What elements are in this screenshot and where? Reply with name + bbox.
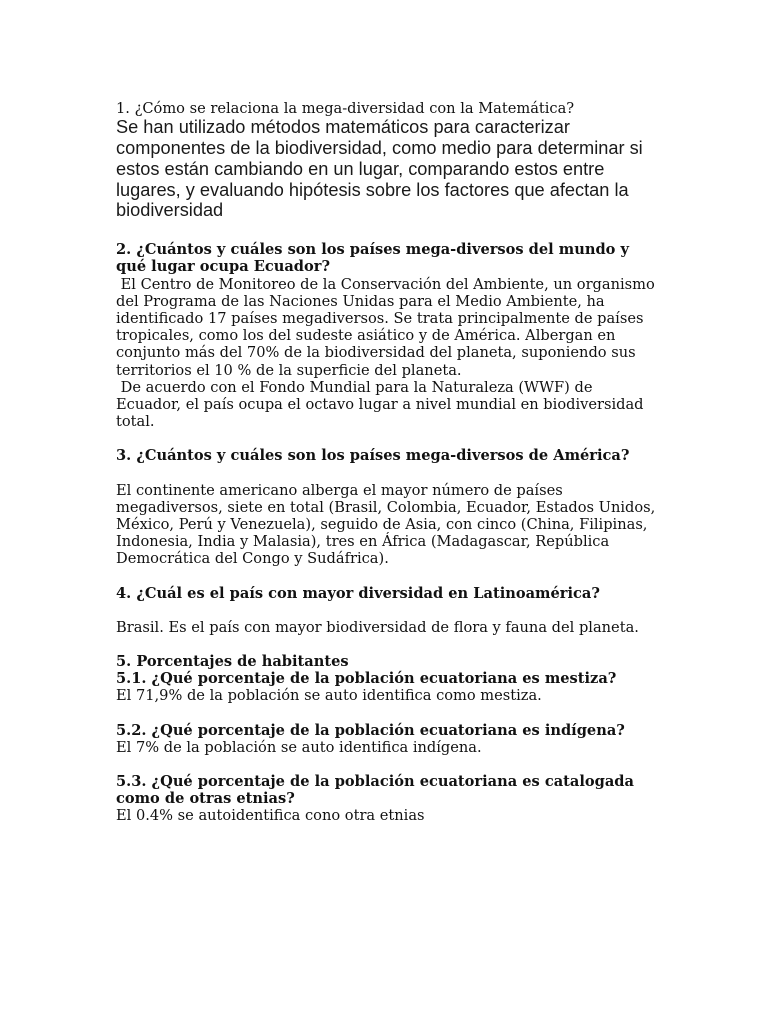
answer-3: El continente americano alberga el mayor número de países megadiversos, siete en total (Brasil, Colombia, Ecuador, Estados Unidos, México, Perú y Venezuela), seguido de Asia, con cinco (China, Filipinas, Indonesia, India y Malasia), tres en África (Madagascar, República Democrática del Congo y Sudáfrica). (116, 481, 656, 568)
question-5-1: 5.1. ¿Qué porcentaje de la población ecuatoriana es mestiza? (116, 670, 617, 688)
question-5-3: 5.3. ¿Qué porcentaje de la población ecuatoriana es catalogada como de otras etnias? (116, 773, 634, 808)
answer-5-3: El 0.4% se autoidentifica cono otra etnias (116, 807, 425, 825)
answer-2-paragraph-2: De acuerdo con el Fondo Mundial para la Naturaleza (WWF) de Ecuador, el país ocupa el octavo lugar a nivel mundial en biodiversidad total. (116, 378, 649, 431)
answer-4: Brasil. Es el país con mayor biodiversidad de flora y fauna del planeta. (116, 618, 639, 636)
answer-1: Se han utilizado métodos matemáticos para caracterizar componentes de la biodiversidad, como medio para determinar si estos están cambiando en un lugar, comparando estos entre lugares, y evaluando hipótesis sobre los factores que afectan la biodiversidad (116, 117, 643, 221)
spacer (116, 465, 656, 482)
document-page (116, 100, 660, 825)
question-5-2: 5.2. ¿Qué porcentaje de la población ecuatoriana es indígena? (116, 721, 625, 739)
question-5-heading: 5. Porcentajes de habitantes (116, 653, 349, 671)
spacer (116, 705, 656, 722)
spacer (116, 430, 656, 447)
question-2: 2. ¿Cuántos y cuáles son los países mega-diversos del mundo y qué lugar ocupa Ecuador? (116, 241, 629, 276)
spacer (116, 568, 656, 585)
question-3: 3. ¿Cuántos y cuáles son los países mega-diversos de América? (116, 447, 630, 465)
answer-5-1: El 71,9% de la población se auto identifica como mestiza. (116, 687, 542, 705)
question-1: 1. ¿Cómo se relaciona la mega-diversidad con la Matemática? (116, 100, 575, 117)
answer-5-2: El 7% de la población se auto identifica indígena. (116, 738, 482, 756)
spacer (116, 602, 656, 619)
question-4: 4. ¿Cuál es el país con mayor diversidad en Latinoamérica? (116, 584, 600, 602)
spacer (116, 221, 656, 241)
spacer (116, 756, 656, 773)
answer-2-paragraph-1: El Centro de Monitoreo de la Conservación del Ambiente, un organismo del Programa de las Naciones Unidas para el Medio Ambiente, ha identificado 17 países megadiversos. Se trata principalmente de países tropicales, como los del sudeste asiático y de América. Albergan en conjunto más del 70% de la biodiversidad del planeta, suponiendo sus territorios el 10 % de la superficie del planeta. (116, 275, 660, 379)
spacer (116, 636, 656, 653)
